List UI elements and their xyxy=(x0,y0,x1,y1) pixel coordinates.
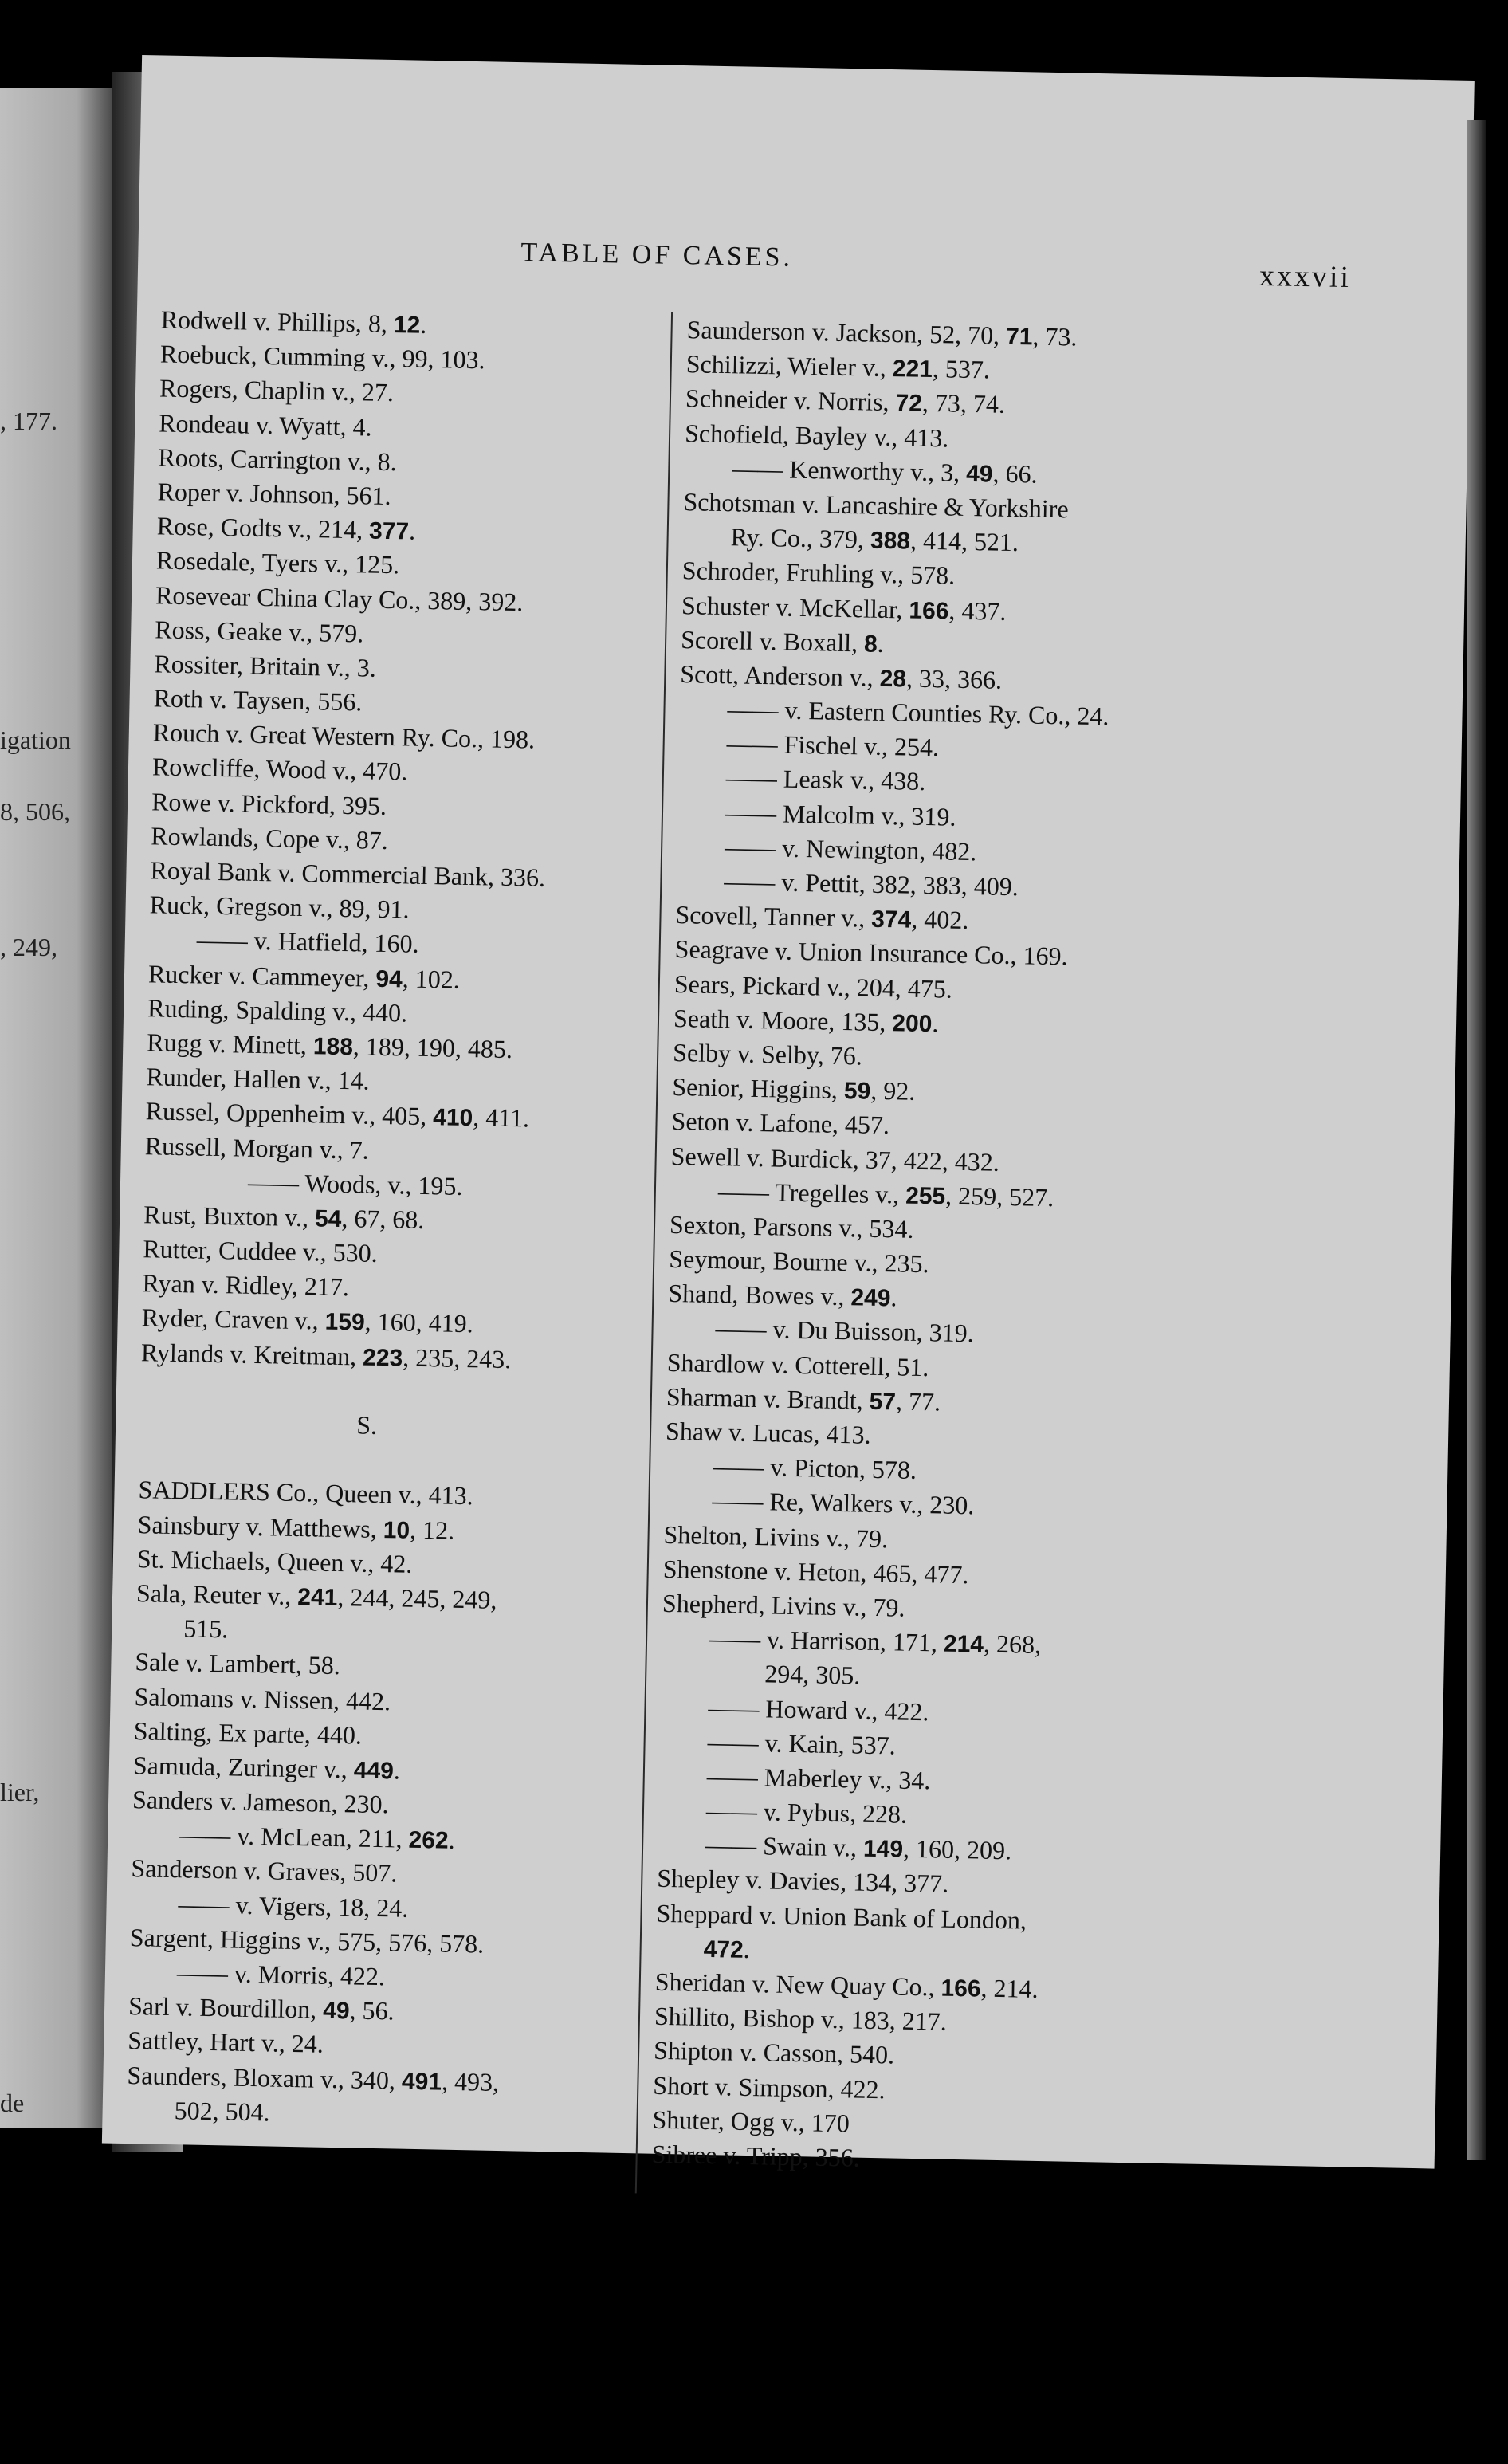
entry-text: Shuter, Ogg v., 170 xyxy=(652,2104,850,2138)
principal-page-ref: 388 xyxy=(870,527,911,555)
principal-page-ref: 166 xyxy=(941,1975,981,2002)
entry-text: Rouch v. Great Western Ry. Co., 198. xyxy=(152,717,536,754)
entry-text: Salting, Ex parte, 440. xyxy=(133,1715,363,1750)
entry-text: Scott, Anderson v., xyxy=(680,658,881,692)
entry-text: Rodwell v. Phillips, 8, xyxy=(160,305,395,339)
entry-text: Rowe v. Pickford, 395. xyxy=(151,786,387,820)
entry-text: Shenstone v. Heton, 465, 477. xyxy=(662,1554,969,1589)
entry-text: —— v. Hatfield, 160. xyxy=(196,925,419,959)
entry-text-tail: , 259, 527. xyxy=(944,1181,1054,1212)
entry-text: Ruding, Spalding v., 440. xyxy=(147,993,408,1028)
principal-page-ref: 12 xyxy=(393,312,421,339)
facing-page-fragment: de xyxy=(0,2089,25,2117)
entry-text: Rucker v. Cammeyer, xyxy=(147,958,376,992)
entry-text: Saunderson v. Jackson, 52, 70, xyxy=(686,315,1007,350)
entry-text: 515. xyxy=(183,1613,229,1644)
entry-text-tail: , 268, xyxy=(983,1629,1042,1660)
entry-text: —— Swain v., xyxy=(705,1830,864,1862)
entry-text: Salomans v. Nissen, 442. xyxy=(134,1681,391,1715)
entry-text: Sattley, Hart v., 24. xyxy=(127,2026,324,2059)
entry-text: Seymour, Bourne v., 235. xyxy=(668,1244,929,1279)
entry-text: Seagrave v. Union Insurance Co., 169. xyxy=(674,934,1068,971)
entry-text: Ryan v. Ridley, 217. xyxy=(142,1268,350,1302)
entry-text: Sanders v. Jameson, 230. xyxy=(132,1785,389,1819)
entry-text: —— Re, Walkers v., 230. xyxy=(712,1486,975,1520)
entry-text: Schroder, Fruhling v., 578. xyxy=(681,556,956,590)
entry-text: Shardlow v. Cotterell, 51. xyxy=(666,1347,929,1381)
entry-text: Sewell v. Burdick, 37, 422, 432. xyxy=(670,1141,1000,1177)
entry-text: Roper v. Johnson, 561. xyxy=(157,477,391,510)
entry-text: —— v. Harrison, 171, xyxy=(709,1624,944,1657)
entry-text: —— v. McLean, 211, xyxy=(179,1820,409,1854)
principal-page-ref: 249 xyxy=(850,1284,891,1312)
entry-text: Ryder, Craven v., xyxy=(141,1303,326,1336)
principal-page-ref: 241 xyxy=(297,1583,338,1611)
entry-text: Roebuck, Cumming v., 99, 103. xyxy=(159,339,485,375)
principal-page-ref: 8 xyxy=(863,631,878,658)
entry-text: Shelton, Livins v., 79. xyxy=(663,1519,889,1553)
entry-text: St. Michaels, Queen v., 42. xyxy=(136,1543,413,1578)
entry-text: 502, 504. xyxy=(174,2095,270,2127)
entry-text: —— Tregelles v., xyxy=(717,1176,906,1209)
entry-text: 294, 305. xyxy=(764,1659,861,1690)
entry-text: SADDLERS Co., Queen v., 413. xyxy=(138,1475,474,1511)
entry-text: Rust, Buxton v., xyxy=(143,1200,316,1232)
entry-text: Shepley v. Davies, 134, 377. xyxy=(657,1864,949,1899)
entry-text: —— v. Du Buisson, 319. xyxy=(715,1314,975,1348)
entry-text: Samuda, Zuringer v., xyxy=(132,1751,355,1784)
entry-text-tail: . xyxy=(393,1755,401,1785)
entry-text-tail: . xyxy=(448,1825,455,1855)
index-column-left xyxy=(126,302,703,2137)
entry-text-tail: , 66. xyxy=(992,458,1038,489)
entry-text: Shepherd, Livins v., 79. xyxy=(662,1588,905,1622)
entry-text: Rosedale, Tyers v., 125. xyxy=(155,545,400,580)
principal-page-ref: 10 xyxy=(383,1516,410,1544)
entry-text: Rondeau v. Wyatt, 4. xyxy=(158,408,372,442)
entry-text: Runder, Hallen v., 14. xyxy=(146,1062,370,1095)
entry-text: Schilizzi, Wieler v., xyxy=(685,349,893,383)
entry-text: —— Kenworthy v., 3, xyxy=(731,454,967,487)
entry-text: Sarl v. Bourdillon, xyxy=(128,1991,324,2024)
entry-text-tail: , 402. xyxy=(910,904,969,935)
entry-text: —— v. Vigers, 18, 24. xyxy=(178,1888,409,1923)
entry-text-tail: . xyxy=(932,1008,939,1038)
entry-text: Royal Bank v. Commercial Bank, 336. xyxy=(150,855,546,892)
entry-text-tail: , 33, 366. xyxy=(905,663,1003,694)
entry-text: Seton v. Lafone, 457. xyxy=(671,1106,890,1140)
facing-page-fragment: lier, xyxy=(0,1778,40,1806)
entry-text-tail: , 67, 68. xyxy=(341,1203,425,1234)
principal-page-ref: 377 xyxy=(368,517,410,545)
principal-page-ref: 472 xyxy=(703,1935,744,1963)
principal-page-ref: 410 xyxy=(432,1104,473,1132)
entry-text: Sargent, Higgins v., 575, 576, 578. xyxy=(129,1922,485,1959)
book-page xyxy=(102,55,1475,2172)
entry-text: Saunders, Bloxam v., 340, xyxy=(127,2060,403,2095)
running-title: TABLE OF CASES. xyxy=(520,238,794,273)
entry-text: Shipton v. Casson, 540. xyxy=(653,2036,895,2069)
principal-page-ref: 159 xyxy=(324,1309,366,1337)
page-number: xxxvii xyxy=(1259,258,1352,295)
entry-text: Sala, Reuter v., xyxy=(135,1578,298,1610)
entry-text-tail: , 92. xyxy=(870,1075,916,1106)
entry-text-tail: , 214. xyxy=(980,1973,1039,2003)
entry-text: —— Maberley v., 34. xyxy=(706,1761,931,1795)
entry-text: —— v. Morris, 422. xyxy=(176,1958,386,1991)
entry-text: Sharman v. Brandt, xyxy=(666,1381,870,1415)
entry-text-tail: , 437. xyxy=(948,595,1007,626)
entry-text: Russel, Oppenheim v., 405, xyxy=(145,1096,434,1131)
entry-text: Rugg v. Minett, xyxy=(147,1028,314,1060)
entry-text: Rylands v. Kreitman, xyxy=(140,1337,363,1371)
entry-text: Schneider v. Norris, xyxy=(685,383,896,417)
entry-text: —— Malcolm v., 319. xyxy=(725,797,956,831)
entry-text-tail: , 244, 245, 249, xyxy=(337,1582,497,1614)
entry-text: Senior, Higgins, xyxy=(672,1072,845,1105)
principal-page-ref: 214 xyxy=(943,1630,984,1658)
entry-text-tail: . xyxy=(408,516,416,545)
entry-text: Ruck, Gregson v., 89, 91. xyxy=(149,890,410,924)
entry-text: Sanderson v. Graves, 507. xyxy=(131,1853,398,1888)
entry-text: Roots, Carrington v., 8. xyxy=(158,442,398,476)
entry-text: Selby v. Selby, 76. xyxy=(672,1037,863,1071)
entry-text-tail: , 102. xyxy=(402,964,461,994)
entry-text: Sheppard v. Union Bank of London, xyxy=(656,1898,1027,1935)
entry-text: Rossiter, Britain v., 3. xyxy=(154,649,377,682)
entry-text-tail: , 160, 419. xyxy=(364,1307,474,1338)
facing-page-fragment: , 177. xyxy=(0,407,57,435)
entry-text-tail: , 77. xyxy=(895,1386,941,1417)
entry-text: Sainsbury v. Matthews, xyxy=(137,1509,384,1543)
entry-text: Schotsman v. Lancashire & Yorkshire xyxy=(683,487,1069,524)
section-letter: S. xyxy=(355,1410,378,1440)
principal-page-ref: 200 xyxy=(892,1009,933,1037)
entry-text-tail: , 411. xyxy=(472,1102,530,1133)
entry-text: Shillito, Bishop v., 183, 217. xyxy=(654,2001,948,2036)
entry-text: Rutter, Cuddee v., 530. xyxy=(143,1234,379,1267)
entry-text: Scovell, Tanner v., xyxy=(675,900,872,933)
principal-page-ref: 54 xyxy=(314,1205,342,1232)
entry-text-tail: , 56. xyxy=(349,1995,395,2026)
principal-page-ref: 374 xyxy=(870,906,912,933)
entry-text: Ry. Co., 379, xyxy=(730,522,871,554)
facing-page-fragment: 8, 506, xyxy=(0,797,70,826)
entry-text-tail: . xyxy=(877,628,885,658)
entry-text: —— v. Picton, 578. xyxy=(712,1452,917,1485)
entry-text: Shand, Bowes v., xyxy=(668,1279,851,1311)
entry-text: Sale v. Lambert, 58. xyxy=(135,1647,341,1680)
entry-text: Short v. Simpson, 422. xyxy=(653,2070,886,2104)
entry-text: —— v. Eastern Counties Ry. Co., 24. xyxy=(727,694,1109,731)
entry-text: Rosevear China Clay Co., 389, 392. xyxy=(155,580,524,616)
entry-text: Scorell v. Boxall, xyxy=(680,624,865,658)
entry-text: Shaw v. Lucas, 413. xyxy=(665,1416,871,1449)
entry-text-tail: , 493, xyxy=(441,2066,500,2097)
entry-text-tail: , 414, 521. xyxy=(909,525,1019,557)
principal-page-ref: 221 xyxy=(892,356,933,383)
entry-text-tail: , 537. xyxy=(932,354,991,384)
page-edge-shadow xyxy=(1467,120,1486,2160)
principal-page-ref: 59 xyxy=(843,1078,871,1105)
entry-text: Sexton, Parsons v., 534. xyxy=(669,1209,914,1244)
entry-text: Rogers, Chaplin v., 27. xyxy=(159,373,395,407)
entry-text: —— v. Pybus, 228. xyxy=(705,1796,908,1829)
entry-text-tail: , 235, 243. xyxy=(402,1342,512,1373)
index-column-right xyxy=(651,312,1229,2182)
principal-page-ref: 28 xyxy=(879,665,907,693)
principal-page-ref: 94 xyxy=(375,965,403,992)
principal-page-ref: 49 xyxy=(965,460,993,488)
entry-text: Roth v. Taysen, 556. xyxy=(153,683,363,717)
principal-page-ref: 188 xyxy=(312,1033,354,1061)
entry-text: Ross, Geake v., 579. xyxy=(154,615,364,648)
entry-text: Russell, Morgan v., 7. xyxy=(144,1130,370,1165)
entry-text: —— Howard v., 422. xyxy=(708,1692,929,1726)
entry-text: —— Woods, v., 195. xyxy=(247,1167,463,1201)
principal-page-ref: 262 xyxy=(408,1827,449,1854)
entry-text: Rowcliffe, Wood v., 470. xyxy=(151,752,408,786)
principal-page-ref: 71 xyxy=(1005,323,1033,351)
entry-text: Seath v. Moore, 135, xyxy=(673,1003,893,1036)
facing-page-fragment: igation xyxy=(0,725,71,754)
entry-text: Rose, Godts v., 214, xyxy=(156,511,370,544)
entry-text: Schofield, Bayley v., 413. xyxy=(684,418,949,453)
entry-text: —— Fischel v., 254. xyxy=(726,729,940,762)
principal-page-ref: 166 xyxy=(909,597,949,625)
facing-page-fragment: , 249, xyxy=(0,933,57,961)
entry-text-tail: . xyxy=(419,309,427,339)
principal-page-ref: 57 xyxy=(869,1388,897,1416)
entry-text-tail: . xyxy=(890,1283,897,1312)
principal-page-ref: 49 xyxy=(322,1997,350,2025)
entry-text: Sheridan v. New Quay Co., xyxy=(654,1967,941,2002)
principal-page-ref: 223 xyxy=(362,1344,403,1372)
entry-text-tail: , 12. xyxy=(409,1515,455,1545)
page-header xyxy=(138,230,1471,304)
principal-page-ref: 255 xyxy=(905,1182,946,1210)
entry-text: Sears, Pickard v., 204, 475. xyxy=(673,969,953,1004)
entry-text-tail: , 189, 190, 485. xyxy=(352,1032,513,1064)
principal-page-ref: 449 xyxy=(353,1757,395,1785)
entry-text: Rowlands, Cope v., 87. xyxy=(151,821,389,855)
principal-page-ref: 72 xyxy=(895,390,923,418)
entry-text: —— v. Kain, 537. xyxy=(707,1727,897,1760)
principal-page-ref: 491 xyxy=(401,2068,442,2096)
entry-text-tail: , 73, 74. xyxy=(921,388,1006,419)
entry-text-tail: , 160, 209. xyxy=(902,1833,1012,1865)
entry-text: Sibree v. Tripp, 356. xyxy=(651,2139,861,2172)
entry-text: —— v. Newington, 482. xyxy=(724,831,977,867)
principal-page-ref: 149 xyxy=(862,1835,904,1863)
entry-text: Schuster v. McKellar, xyxy=(681,590,909,624)
entry-text: —— v. Pettit, 382, 383, 409. xyxy=(724,867,1019,902)
entry-text: —— Leask v., 438. xyxy=(725,763,926,796)
entry-text-tail: , 73. xyxy=(1032,321,1078,352)
entry-text-tail: . xyxy=(743,1934,751,1963)
